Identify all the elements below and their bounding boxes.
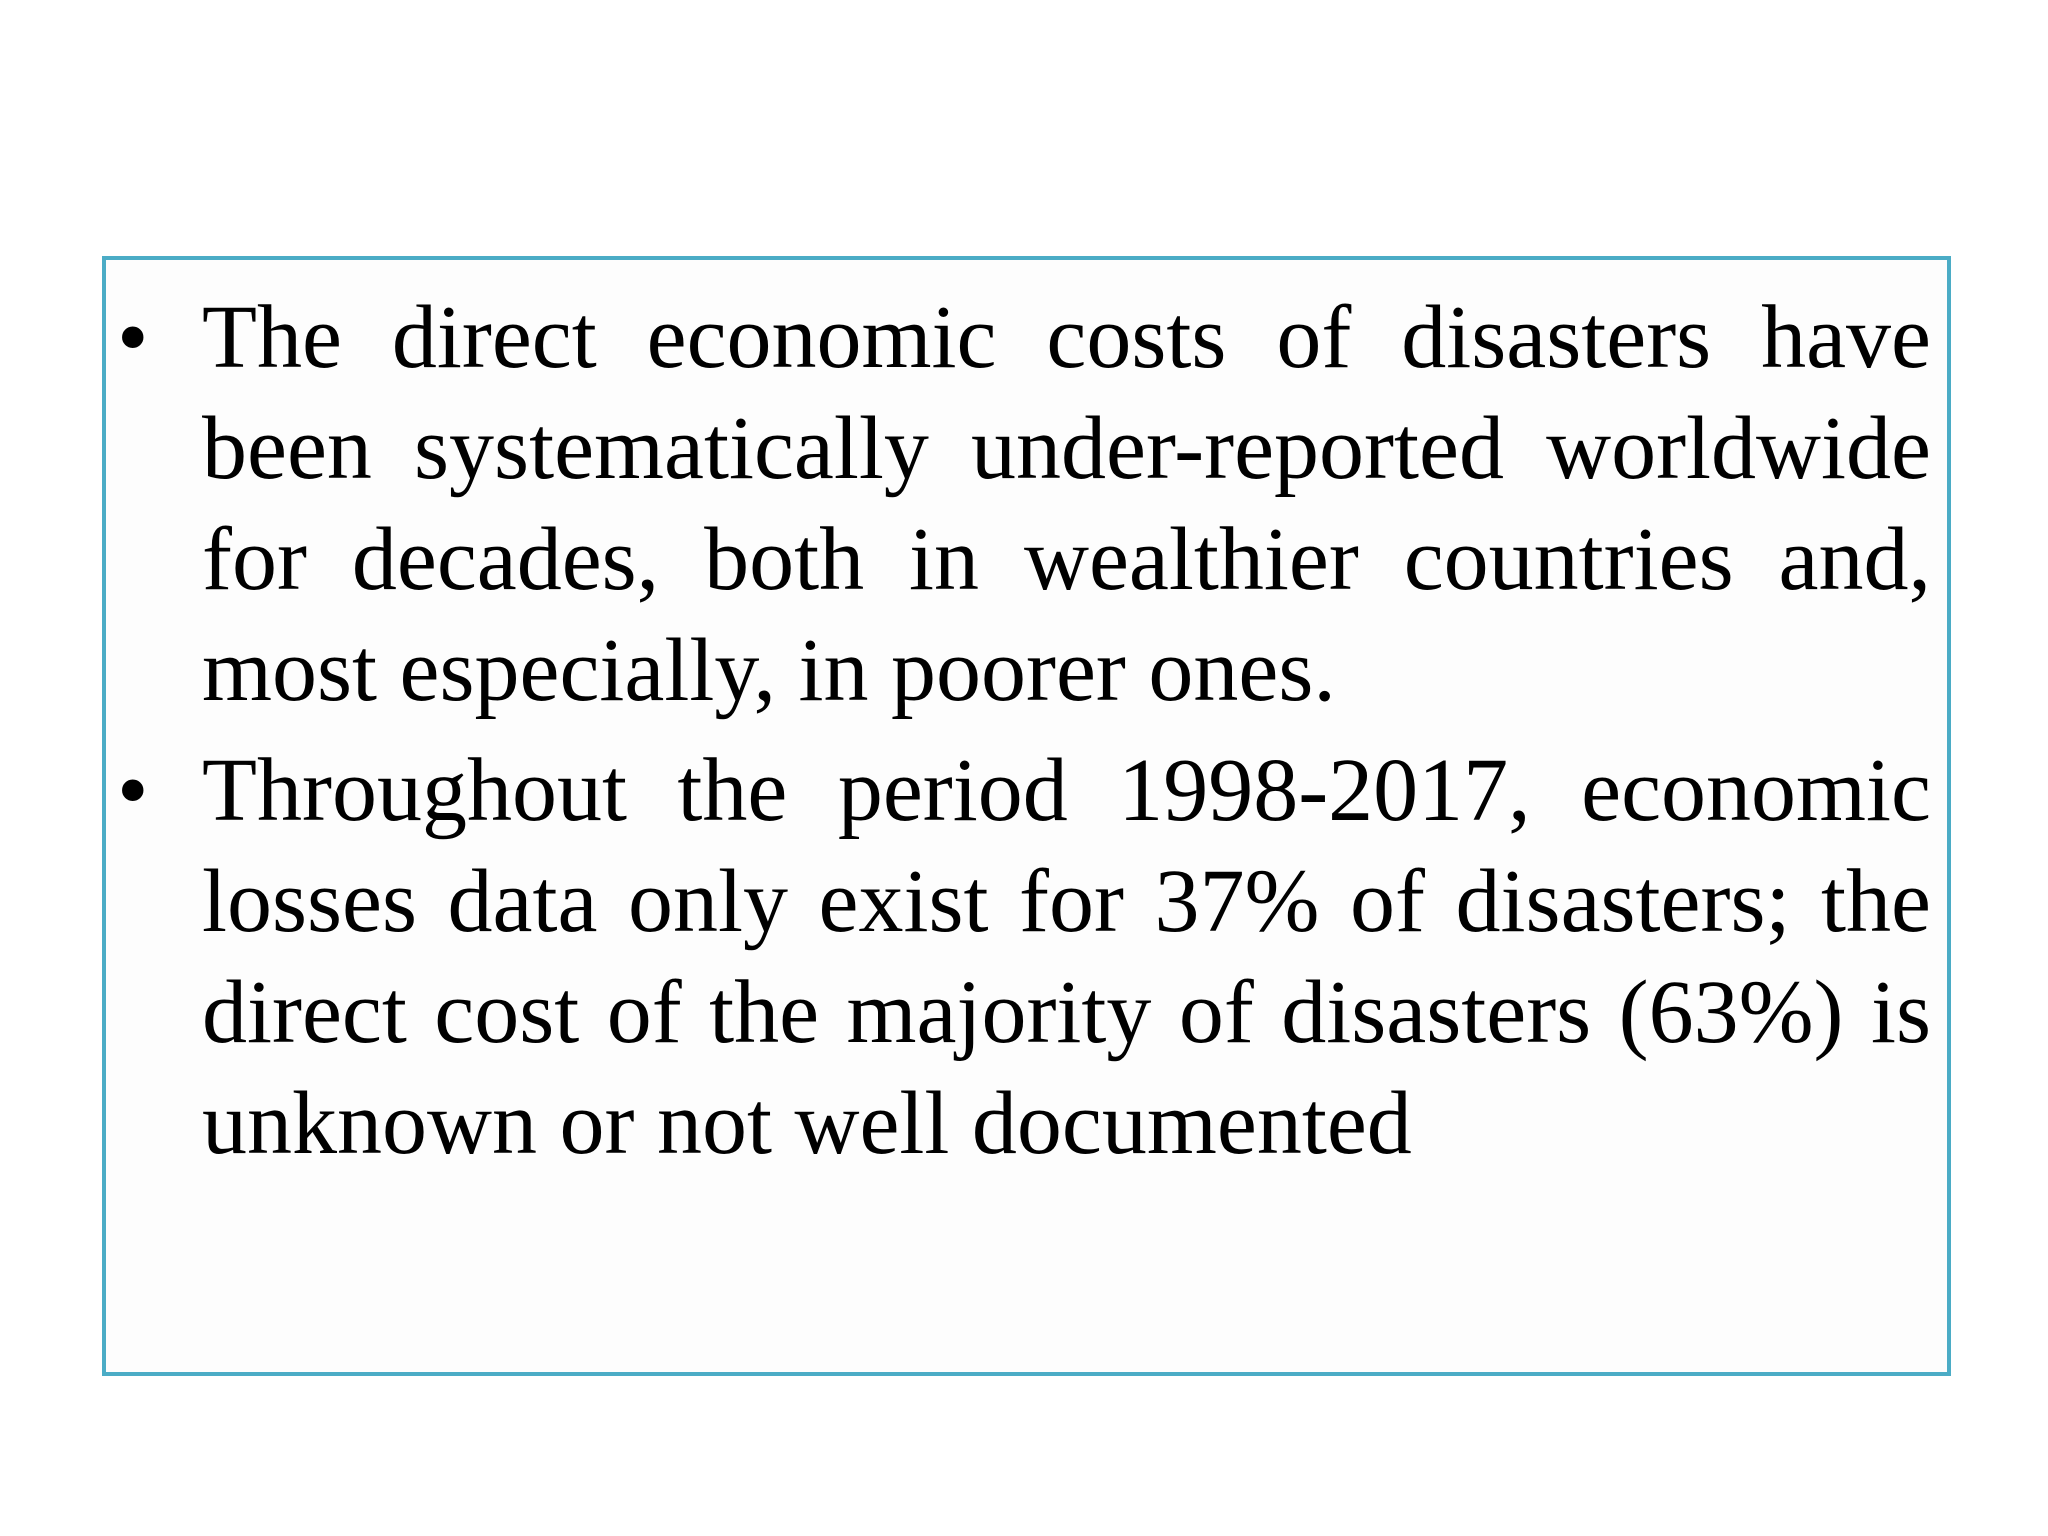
bullet-marker: • [117, 741, 149, 840]
content-text-box [102, 256, 1951, 1376]
bullet-marker: • [117, 288, 149, 387]
bullet-item-economic-losses [117, 735, 1931, 1179]
bullet-item-direct-costs [117, 282, 1931, 726]
bullet-list [117, 282, 1931, 1188]
bullet-text: The direct economic costs of disasters have been systematically under-reported worldwide for decades, both in wealthier countries and, most especially, in poorer ones. [202, 288, 1931, 720]
bullet-text: Throughout the period 1998-2017, economic losses data only exist for 37% of disasters; the direct cost of the majority of disasters (63%) is unknown or not well documented [202, 741, 1931, 1173]
